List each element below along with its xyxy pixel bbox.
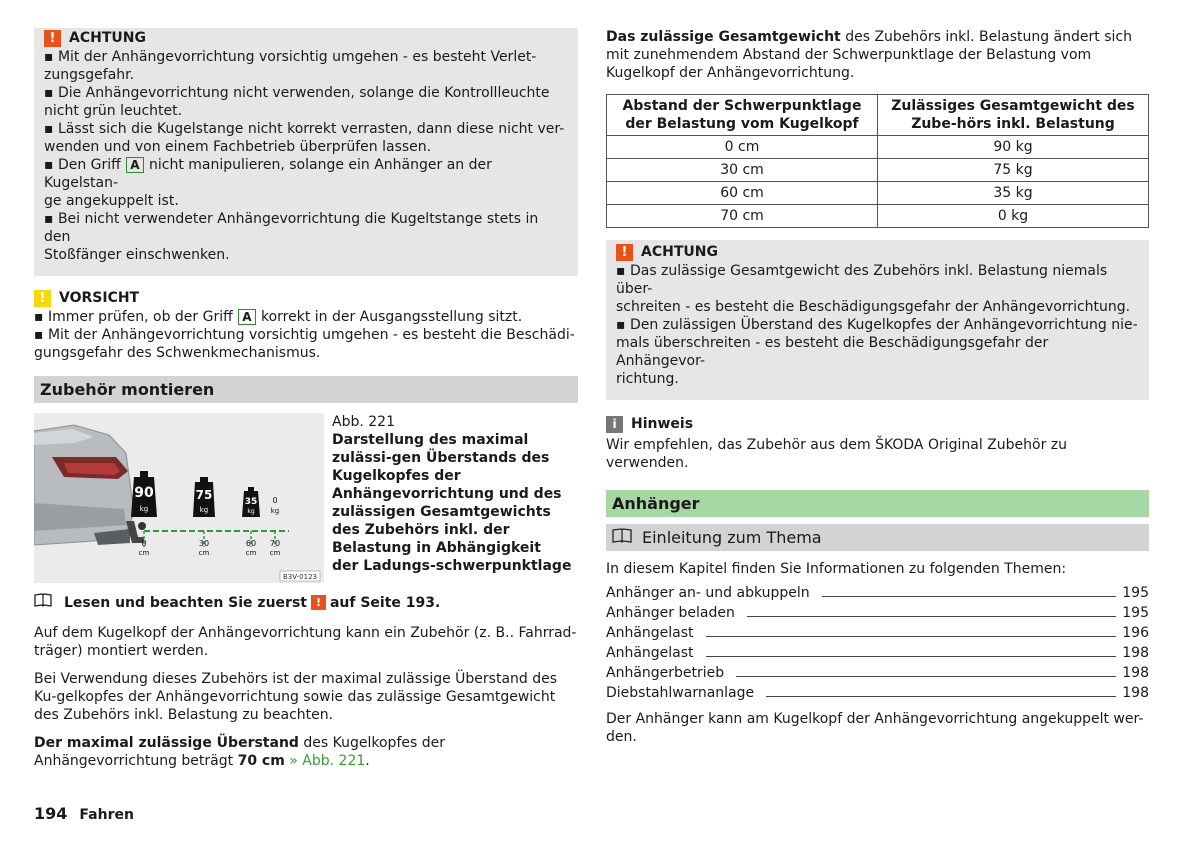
- svg-text:kg: kg: [139, 505, 149, 513]
- svg-text:cm: cm: [198, 549, 210, 557]
- svg-text:30: 30: [198, 539, 210, 548]
- subsection-heading: Einleitung zum Thema: [606, 524, 1149, 551]
- page-footer: [34, 805, 134, 824]
- table-row: 30 cm 75 kg: [607, 159, 1149, 182]
- warning-list: [616, 262, 1139, 388]
- warning-item: ▪ Lässt sich die Kugelstange nicht korrekt verrasten, dann diese nicht ver- wenden und von einem Fachbetrieb überprüfen lassen.: [44, 120, 568, 156]
- caution-list: [34, 308, 578, 362]
- toc-item[interactable]: Anhängelast 196: [606, 625, 1149, 641]
- left-column: [34, 28, 578, 770]
- warning-title: ACHTUNG: [641, 244, 718, 260]
- warning-item: ▪ Bei nicht verwendeter Anhängevorrichtung die Kugeltstange stets in den Stoßfänger einschwenken.: [44, 210, 568, 264]
- exclamation-icon: !: [44, 30, 61, 47]
- warning-item: ▪ Das zulässige Gesamtgewicht des Zubehörs inkl. Belastung niemals über- schreiten - es besteht die Beschädigungsgefahr der Anhängevorrichtung.: [616, 262, 1139, 316]
- svg-text:cm: cm: [269, 549, 281, 557]
- weight-90-icon: [131, 471, 157, 517]
- svg-text:kg: kg: [270, 507, 280, 515]
- note-block: [606, 414, 1149, 472]
- toc-intro: In diesem Kapitel finden Sie Informationen zu folgenden Themen:: [606, 561, 1067, 577]
- toc-item[interactable]: Anhänger beladen 195: [606, 605, 1149, 621]
- table-row: 60 cm 35 kg: [607, 182, 1149, 205]
- warning-box-achtung: [34, 28, 578, 276]
- figure-caption: [332, 413, 572, 583]
- exclamation-icon: !: [616, 244, 633, 261]
- svg-text:75: 75: [195, 488, 213, 502]
- note-title: Hinweis: [631, 416, 694, 432]
- exclamation-icon: !: [311, 595, 326, 610]
- caution-block: [34, 288, 578, 362]
- page-number: 194: [34, 804, 68, 823]
- table-row: 70 cm 0 kg: [607, 205, 1149, 228]
- note-text: Wir empfehlen, das Zubehör aus dem ŠKODA Original Zubehör zu verwenden.: [606, 437, 1068, 471]
- note-header: [606, 414, 1149, 434]
- table-row: 0 cm 90 kg: [607, 136, 1149, 159]
- caution-item: ▪ Mit der Anhängevorrichtung vorsichtig umgehen - es besteht die Beschädi- gungsgefahr des Schwenkmechanismus.: [34, 326, 578, 362]
- toc-item[interactable]: Diebstahlwarnanlage 198: [606, 685, 1149, 701]
- figure-label: Abb. 221: [332, 414, 395, 430]
- book-icon: [612, 524, 632, 551]
- figure-caption-text: Darstellung des maximal zulässi-gen Überstands des Kugelkopfes der Anhängevorrichtung und des zulässigen Gesamtgewichts des Zubehörs inkl. der Belastung in Abhängigkeit der Ladungs-schwerpunktlage: [332, 432, 572, 574]
- warning-item: ▪ Mit der Anhängevorrichtung vorsichtig umgehen - es besteht Verlet- zungsgefahr.: [44, 48, 568, 84]
- warning-list: [44, 48, 568, 264]
- svg-text:cm: cm: [138, 549, 150, 557]
- svg-text:70: 70: [269, 539, 281, 548]
- read-first-note: Lesen und beachten Sie zuerst ! auf Seite 193.: [34, 593, 578, 612]
- caution-header: [34, 288, 578, 308]
- warning-item: ▪ Den Griff A nicht manipulieren, solange ein Anhänger an der Kugelstan- ge angekuppelt ist.: [44, 156, 568, 210]
- info-icon: i: [606, 416, 623, 433]
- section-heading: Zubehör montieren: [34, 376, 578, 403]
- paragraph-max-overhang: Der maximal zulässige Überstand des Kugelkopfes der Anhängevorrichtung beträgt 70 cm » Abb. 221.: [34, 735, 445, 769]
- svg-text:kg: kg: [199, 506, 209, 514]
- warning-item: ▪ Die Anhängevorrichtung nicht verwenden, solange die Kontrollleuchte nicht grün leuchtet.: [44, 84, 568, 120]
- toc-list: [606, 582, 1149, 702]
- caution-title: VORSICHT: [59, 290, 140, 306]
- key-a-badge: A: [238, 309, 255, 325]
- svg-text:0: 0: [272, 496, 278, 505]
- svg-text:kg: kg: [247, 508, 255, 515]
- figure-221: [34, 413, 578, 583]
- book-icon: [34, 593, 54, 612]
- svg-text:B3V-0123: B3V-0123: [283, 573, 317, 581]
- figure-reference-link[interactable]: » Abb. 221: [284, 753, 366, 769]
- weight-75-icon: [193, 477, 215, 517]
- figure-image: [34, 413, 324, 583]
- warning-box-achtung: [606, 240, 1149, 400]
- paragraph: Auf dem Kugelkopf der Anhängevorrichtung kann ein Zubehör (z. B.. Fahrrad-träger) montiert werden.: [34, 625, 577, 659]
- svg-text:60: 60: [245, 539, 257, 548]
- table-header-row: [607, 95, 1149, 136]
- warning-item: ▪ Den zulässigen Überstand des Kugelkopfes der Anhängevorrichtung nie- mals überschreiten - es besteht die Beschädigungsgefahr der Anhängevor- richtung.: [616, 316, 1139, 388]
- svg-text:0: 0: [141, 539, 147, 548]
- toc-item[interactable]: Anhängerbetrieb 198: [606, 665, 1149, 681]
- right-column: [606, 28, 1149, 746]
- chapter-title: Fahren: [79, 807, 134, 823]
- table-header: Zulässiges Gesamtgewicht des Zube-hörs inkl. Belastung: [878, 95, 1149, 136]
- table-header: Abstand der Schwerpunktlage der Belastung vom Kugelkopf: [607, 95, 878, 136]
- intro-paragraph: Das zulässige Gesamtgewicht des Zubehörs inkl. Belastung ändert sich mit zunehmendem Abstand der Schwerpunktlage der Belastung vom Kugelkopf der Anhängevorrichtung.: [606, 29, 1132, 81]
- weight-table: [606, 94, 1149, 228]
- car-trailer-hitch-illustration: [34, 413, 324, 583]
- warning-header: [616, 242, 1139, 262]
- toc-item[interactable]: Anhängelast 198: [606, 645, 1149, 661]
- svg-text:90: 90: [134, 485, 154, 501]
- svg-text:35: 35: [244, 497, 258, 507]
- paragraph: Bei Verwendung dieses Zubehörs ist der maximal zulässige Überstand des Ku-gelkopfes der Anhängevorrichtung sowie das zulässige Gesamtgewicht des Zubehörs inkl. Belastung zu beachten.: [34, 671, 558, 723]
- outro-paragraph: Der Anhänger kann am Kugelkopf der Anhängevorrichtung angekuppelt wer-den.: [606, 711, 1144, 745]
- caution-icon: !: [34, 290, 51, 307]
- caution-item: ▪ Immer prüfen, ob der Griff A korrekt in der Ausgangsstellung sitzt.: [34, 308, 578, 326]
- section-heading-anhaenger: Anhänger: [606, 490, 1149, 517]
- weight-35-icon: [242, 487, 260, 517]
- svg-text:cm: cm: [245, 549, 257, 557]
- toc-item[interactable]: Anhänger an- und abkuppeln 195: [606, 585, 1149, 601]
- warning-title: ACHTUNG: [69, 30, 146, 46]
- warning-header: [44, 28, 568, 48]
- key-a-badge: A: [126, 157, 143, 173]
